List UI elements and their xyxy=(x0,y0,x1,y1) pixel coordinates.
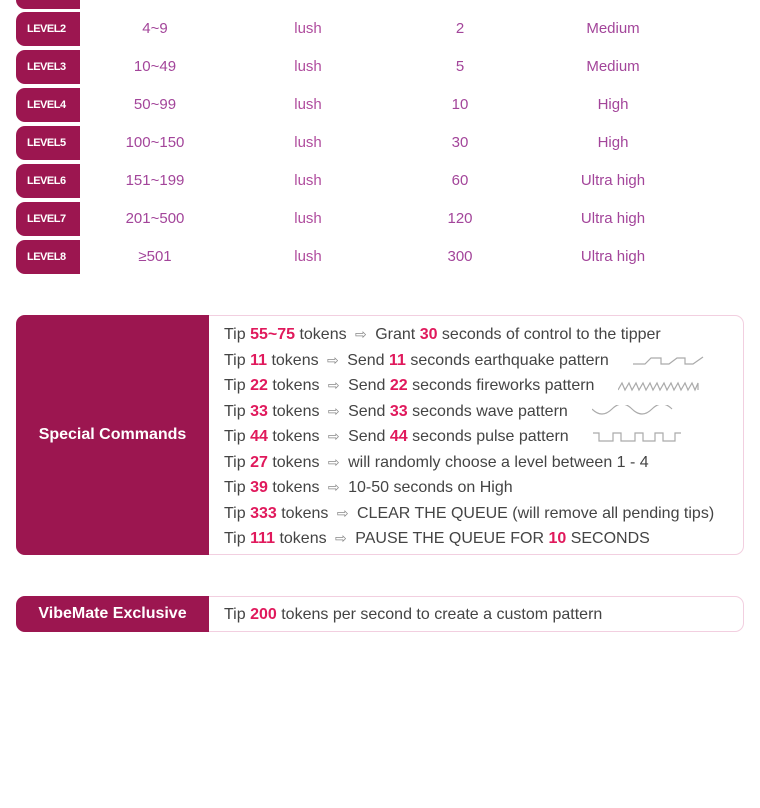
level-intensity-cell: High xyxy=(597,134,629,151)
command-post: seconds fireworks pattern xyxy=(407,377,595,394)
vibemate-exclusive-text xyxy=(224,602,735,628)
command-value: 22 xyxy=(389,377,408,394)
arrow-icon: ⇨ xyxy=(335,530,347,546)
command-value: 10 xyxy=(548,530,567,547)
table-row-partial xyxy=(16,0,744,9)
level-seconds-cell: 5 xyxy=(455,58,465,75)
command-pre: Tip xyxy=(224,428,251,445)
command-tokens: tokens xyxy=(267,453,324,471)
special-commands-panel xyxy=(16,315,744,555)
level-badge: LEVEL8 xyxy=(16,240,80,274)
command-pre: Tip xyxy=(224,530,251,547)
command-amount: 27 xyxy=(250,453,268,471)
level-seconds-cell: 30 xyxy=(451,134,469,151)
command-action: Send xyxy=(343,428,390,445)
command-pre: Tip xyxy=(224,504,251,522)
level-badge: LEVEL3 xyxy=(16,50,80,84)
command-action: PAUSE THE QUEUE FOR xyxy=(350,530,549,547)
level-toy-cell: lush xyxy=(294,248,322,265)
arrow-icon: ⇨ xyxy=(355,326,367,342)
level-badge: LEVEL4 xyxy=(16,88,80,122)
vibemate-exclusive-label: VibeMate Exclusive xyxy=(16,596,209,632)
level-seconds-cell: 300 xyxy=(447,248,473,265)
special-commands-label: Special Commands xyxy=(16,315,209,555)
level-badge: LEVEL7 xyxy=(16,202,80,236)
level-toy-cell: lush xyxy=(294,172,322,189)
arrow-icon: ⇨ xyxy=(327,479,340,495)
level-toy-cell: lush xyxy=(294,20,322,37)
level-badge: LEVEL6 xyxy=(16,164,80,198)
level-intensity-cell: Ultra high xyxy=(580,248,646,265)
special-command-line xyxy=(224,501,735,527)
command-value: 44 xyxy=(389,428,408,445)
command-amount: 39 xyxy=(250,479,268,496)
command-amount: 22 xyxy=(250,377,268,394)
command-value: 11 xyxy=(389,351,406,369)
level-intensity-cell: High xyxy=(597,96,629,113)
table-row xyxy=(16,240,744,274)
level-toy-cell: lush xyxy=(294,210,322,227)
level-toy-cell: lush xyxy=(294,58,322,75)
command-pre: Tip xyxy=(224,402,251,420)
command-amount: 44 xyxy=(250,428,268,445)
command-tokens: tokens xyxy=(275,530,332,547)
command-tokens: tokens xyxy=(267,402,324,420)
command-amount: 333 xyxy=(250,504,277,522)
level-range-cell: 4~9 xyxy=(142,20,168,37)
level-intensity-cell: Medium xyxy=(586,58,640,75)
command-action: Grant xyxy=(370,326,420,343)
command-post: SECONDS xyxy=(566,530,650,547)
level-range-cell: ≥501 xyxy=(138,248,172,265)
level-seconds-cell: 10 xyxy=(451,96,469,113)
command-value: 30 xyxy=(419,326,438,343)
command-action: 10-50 seconds on High xyxy=(343,479,513,496)
command-tokens: tokens xyxy=(267,351,324,369)
level-intensity-cell: Ultra high xyxy=(580,172,646,189)
special-command-line xyxy=(224,373,735,399)
fireworks-pattern-icon xyxy=(606,380,704,392)
level-intensity-cell: Ultra high xyxy=(580,210,646,227)
special-command-line xyxy=(224,475,735,501)
command-action: CLEAR THE QUEUE (will remove all pending tips) xyxy=(352,504,715,522)
level-toy-cell: lush xyxy=(294,134,322,151)
level-badge xyxy=(16,0,80,9)
arrow-icon: ⇨ xyxy=(327,453,340,470)
vibemate-exclusive-panel xyxy=(16,596,744,632)
command-tokens: tokens xyxy=(267,428,324,445)
level-seconds-cell: 60 xyxy=(451,172,469,189)
level-toy-cell: lush xyxy=(294,96,322,113)
special-command-line xyxy=(224,526,735,552)
earthquake-pattern-icon xyxy=(621,354,705,366)
command-action: will randomly choose a level between 1 - 4 xyxy=(343,453,649,471)
command-pre: Tip xyxy=(224,351,251,369)
level-range-cell: 151~199 xyxy=(125,172,185,189)
command-post: seconds earthquake pattern xyxy=(405,351,609,369)
level-intensity-cell: Medium xyxy=(586,20,640,37)
special-command-line xyxy=(224,399,735,425)
command-value: 33 xyxy=(389,402,408,420)
command-post: seconds wave pattern xyxy=(407,402,568,420)
exclusive-pre: Tip xyxy=(224,606,251,623)
command-tokens: tokens xyxy=(267,377,324,394)
level-badge: LEVEL5 xyxy=(16,126,80,160)
arrow-icon: ⇨ xyxy=(327,428,340,444)
special-command-line xyxy=(224,322,735,348)
command-action: Send xyxy=(343,402,390,420)
level-range-cell: 50~99 xyxy=(133,96,177,113)
command-pre: Tip xyxy=(224,326,251,343)
special-commands-list xyxy=(224,322,735,552)
command-tokens: tokens xyxy=(295,326,352,343)
command-tokens: tokens xyxy=(276,504,333,522)
command-tokens: tokens xyxy=(267,479,324,496)
level-seconds-cell: 120 xyxy=(447,210,473,227)
table-row xyxy=(16,202,744,236)
arrow-icon: ⇨ xyxy=(327,351,339,368)
command-action: Send xyxy=(343,377,390,394)
command-post: seconds of control to the tipper xyxy=(437,326,661,343)
level-range-cell: 201~500 xyxy=(125,210,185,227)
level-badge: LEVEL2 xyxy=(16,12,80,46)
special-command-line xyxy=(224,424,735,450)
arrow-icon: ⇨ xyxy=(327,377,340,393)
level-range-cell: 10~49 xyxy=(133,58,177,75)
pulse-pattern-icon xyxy=(581,431,683,443)
level-range-cell: 100~150 xyxy=(125,134,185,151)
exclusive-line xyxy=(224,602,735,628)
table-row xyxy=(16,12,744,46)
command-pre: Tip xyxy=(224,453,251,471)
command-amount: 11 xyxy=(250,351,267,369)
table-row xyxy=(16,88,744,122)
command-amount: 33 xyxy=(250,402,268,420)
table-row xyxy=(16,50,744,84)
table-row xyxy=(16,126,744,160)
command-post: seconds pulse pattern xyxy=(407,428,569,445)
command-pre: Tip xyxy=(224,377,251,394)
arrow-icon: ⇨ xyxy=(327,402,340,419)
command-pre: Tip xyxy=(224,479,251,496)
command-amount: 55~75 xyxy=(250,326,296,343)
command-amount: 111 xyxy=(250,530,276,547)
exclusive-amount: 200 xyxy=(250,606,277,623)
special-command-line xyxy=(224,450,735,476)
exclusive-post: tokens per second to create a custom pattern xyxy=(276,606,603,623)
command-action: Send xyxy=(342,351,390,369)
table-row xyxy=(16,164,744,198)
level-seconds-cell: 2 xyxy=(455,20,465,37)
arrow-icon: ⇨ xyxy=(336,504,349,521)
special-command-line xyxy=(224,348,735,374)
wave-pattern-icon xyxy=(580,405,674,417)
